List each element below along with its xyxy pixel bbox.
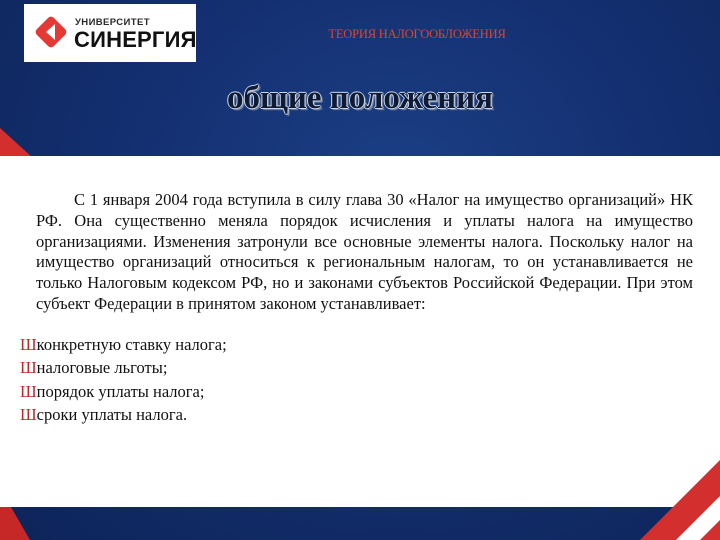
- bullet-marker: Ш: [20, 381, 37, 401]
- bullet-text: сроки уплаты налога.: [36, 405, 188, 425]
- bullet-marker: Ш: [20, 358, 37, 378]
- logo-line-2: СИНЕРГИЯ: [74, 27, 197, 52]
- list-item: [20, 380, 227, 403]
- body-paragraph: С 1 января 2004 года вступила в силу глава 30 «Налог на имущество организаций» НК РФ. Она существенно меняла порядок исчисления и уплаты налога на имущество организациями. Изменения затронули все основные элементы налога. Поскольку налог на имущество организаций относиться к региональным налогам, то он устанавливается не только Налоговым кодексом РФ, но и законами субъектов Российской Федерации. При этом субъект Федерации в принятом законом устанавливает:: [36, 190, 693, 313]
- bullet-text: налоговые льготы;: [36, 358, 168, 378]
- corner-decoration: [600, 440, 720, 540]
- logo-diamond-icon: [34, 15, 68, 49]
- bullet-text: порядок уплаты налога;: [36, 381, 205, 401]
- bullet-list: [20, 333, 227, 427]
- university-logo: [24, 4, 196, 62]
- course-label: ТЕОРИЯ НАЛОГООБЛОЖЕНИЯ: [328, 27, 506, 41]
- slide-title: общие положения: [226, 80, 494, 116]
- bullet-text: конкретную ставку налога;: [36, 335, 227, 354]
- bullet-marker: Ш: [20, 405, 37, 425]
- logo-line-1: УНИВЕРСИТЕТ: [75, 17, 150, 28]
- list-item: [20, 333, 227, 356]
- bullet-marker: Ш: [20, 335, 37, 354]
- list-item: [20, 403, 227, 426]
- list-item: [20, 356, 227, 379]
